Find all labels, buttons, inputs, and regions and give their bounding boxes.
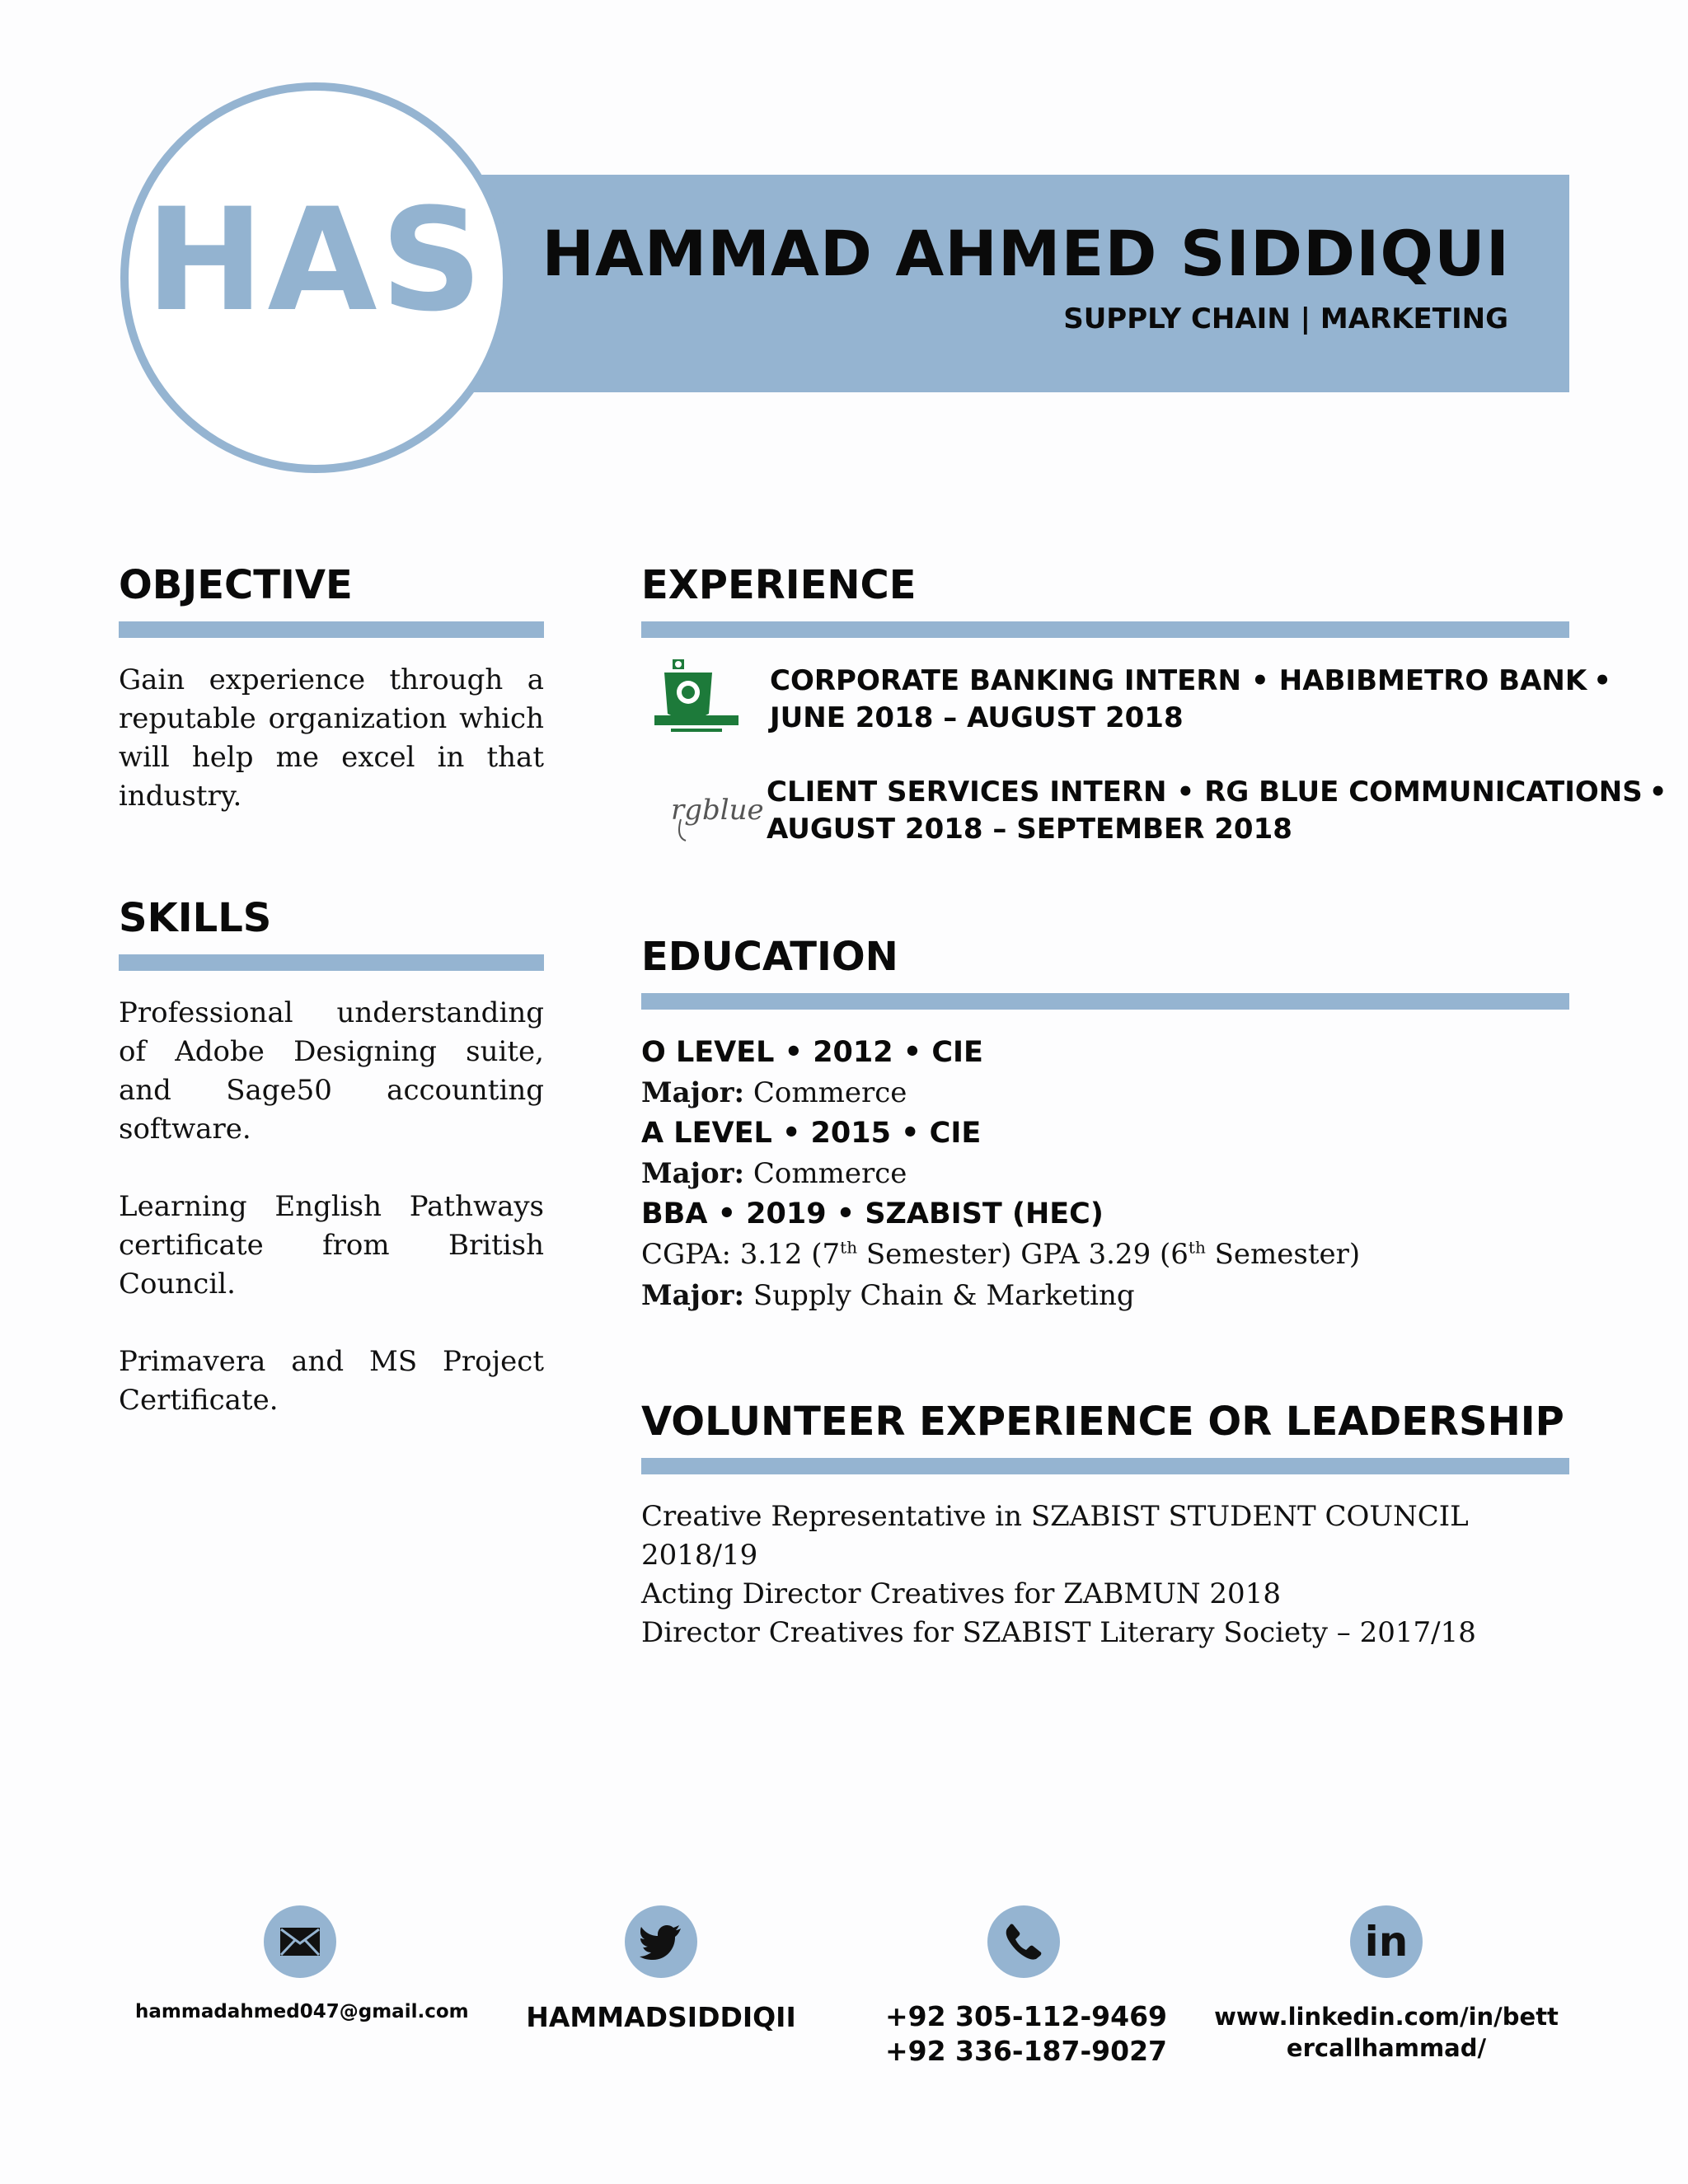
- monogram-initials: HAS: [145, 177, 486, 343]
- rgblue-logo: [656, 778, 764, 851]
- phone-icon: [987, 1905, 1060, 1978]
- edu-major: [641, 1275, 1569, 1316]
- job-role: CORPORATE BANKING INTERN: [770, 664, 1242, 697]
- email-icon: [264, 1905, 336, 1978]
- full-name: HAMMAD AHMED SIDDIQUI: [542, 217, 1510, 290]
- edu-heading: O LEVEL • 2012 • CIE: [641, 1036, 983, 1069]
- volunteer-item: Creative Representative in SZABIST STUDENT COUNCIL 2018/19: [641, 1500, 1469, 1572]
- objective-section: [119, 562, 544, 816]
- skills-rule: [119, 954, 544, 971]
- edu-major-value: Supply Chain & Marketing: [753, 1279, 1135, 1312]
- separator: •: [1593, 664, 1611, 697]
- gpa-sup: th: [1188, 1237, 1206, 1258]
- volunteer-item: Acting Director Creatives for ZABMUN 2018: [641, 1577, 1281, 1610]
- skill-item: Primavera and MS Project Certificate.: [119, 1345, 544, 1417]
- objective-text: Gain experience through a reputable organization which will help me excel in that industry.: [119, 663, 544, 813]
- linkedin-icon: [1350, 1905, 1423, 1978]
- edu-heading: A LEVEL • 2015 • CIE: [641, 1117, 982, 1150]
- twitter-handle[interactable]: HAMMADSIDDIQII: [526, 2001, 796, 2033]
- job-company: HABIBMETRO BANK: [1278, 664, 1587, 697]
- separator: •: [1251, 664, 1269, 697]
- phone-number[interactable]: +92 305-112-9469: [884, 2000, 1168, 2032]
- edu-major-value: Commerce: [753, 1076, 907, 1109]
- edu-major-label: Major:: [641, 1157, 745, 1190]
- skill-item: Learning English Pathways certificate from British Council.: [119, 1190, 544, 1301]
- volunteer-rule: [641, 1458, 1569, 1474]
- email-link[interactable]: hammadahmed047@gmail.com: [135, 2001, 469, 2022]
- skills-section: [119, 895, 544, 1420]
- job-entry: [770, 663, 1611, 737]
- edu-major-label: Major:: [641, 1279, 745, 1312]
- skills-title: SKILLS: [119, 895, 272, 941]
- job-company: RG BLUE COMMUNICATIONS: [1204, 776, 1643, 808]
- experience-rule: [641, 621, 1569, 638]
- skill-item: Professional understanding of Adobe Designing suite, and Sage50 accounting software.: [119, 996, 544, 1146]
- rgblue-logo-text: rgblue: [671, 794, 764, 827]
- edu-gpa: [641, 1234, 1569, 1275]
- objective-title: OBJECTIVE: [119, 562, 353, 608]
- twitter-icon: [625, 1905, 697, 1978]
- linkedin-url-line: ercallhammad/: [1286, 2034, 1487, 2062]
- linkedin-url-line: www.linkedin.com/in/bett: [1214, 2003, 1559, 2031]
- edu-major-label: Major:: [641, 1076, 745, 1109]
- objective-rule: [119, 621, 544, 638]
- phone-number[interactable]: +92 336-187-9027: [884, 2035, 1168, 2067]
- tagline: SUPPLY CHAIN | MARKETING: [1063, 302, 1508, 335]
- habibmetro-logo: [651, 656, 742, 738]
- education-section: [641, 934, 1569, 1316]
- separator: •: [1648, 776, 1667, 808]
- linkedin-url[interactable]: [1212, 2001, 1561, 2064]
- edu-major: [641, 1072, 1569, 1113]
- volunteer-section: [641, 1399, 1569, 1652]
- job-dates: AUGUST 2018 – SEPTEMBER 2018: [767, 813, 1292, 846]
- gpa-sup: th: [840, 1237, 858, 1258]
- linkedin-glyph: in: [1364, 1918, 1409, 1966]
- separator: •: [1176, 776, 1195, 808]
- volunteer-title: VOLUNTEER EXPERIENCE OR LEADERSHIP: [641, 1399, 1564, 1445]
- gpa-part: Semester) GPA 3.29 (6: [857, 1238, 1189, 1271]
- job-dates: JUNE 2018 – AUGUST 2018: [770, 701, 1184, 734]
- experience-section: [641, 562, 1569, 638]
- education-rule: [641, 993, 1569, 1010]
- job-role: CLIENT SERVICES INTERN: [767, 776, 1167, 808]
- gpa-part: CGPA: 3.12 (7: [641, 1238, 841, 1271]
- edu-major-value: Commerce: [753, 1157, 907, 1190]
- education-title: EDUCATION: [641, 934, 898, 980]
- gpa-part: Semester): [1205, 1238, 1361, 1271]
- job-entry: [767, 774, 1667, 848]
- edu-major: [641, 1153, 1569, 1194]
- phone-numbers: [882, 1999, 1170, 2069]
- volunteer-item: Director Creatives for SZABIST Literary Society – 2017/18: [641, 1616, 1476, 1649]
- experience-title: EXPERIENCE: [641, 562, 917, 608]
- edu-heading: BBA • 2019 • SZABIST (HEC): [641, 1197, 1104, 1230]
